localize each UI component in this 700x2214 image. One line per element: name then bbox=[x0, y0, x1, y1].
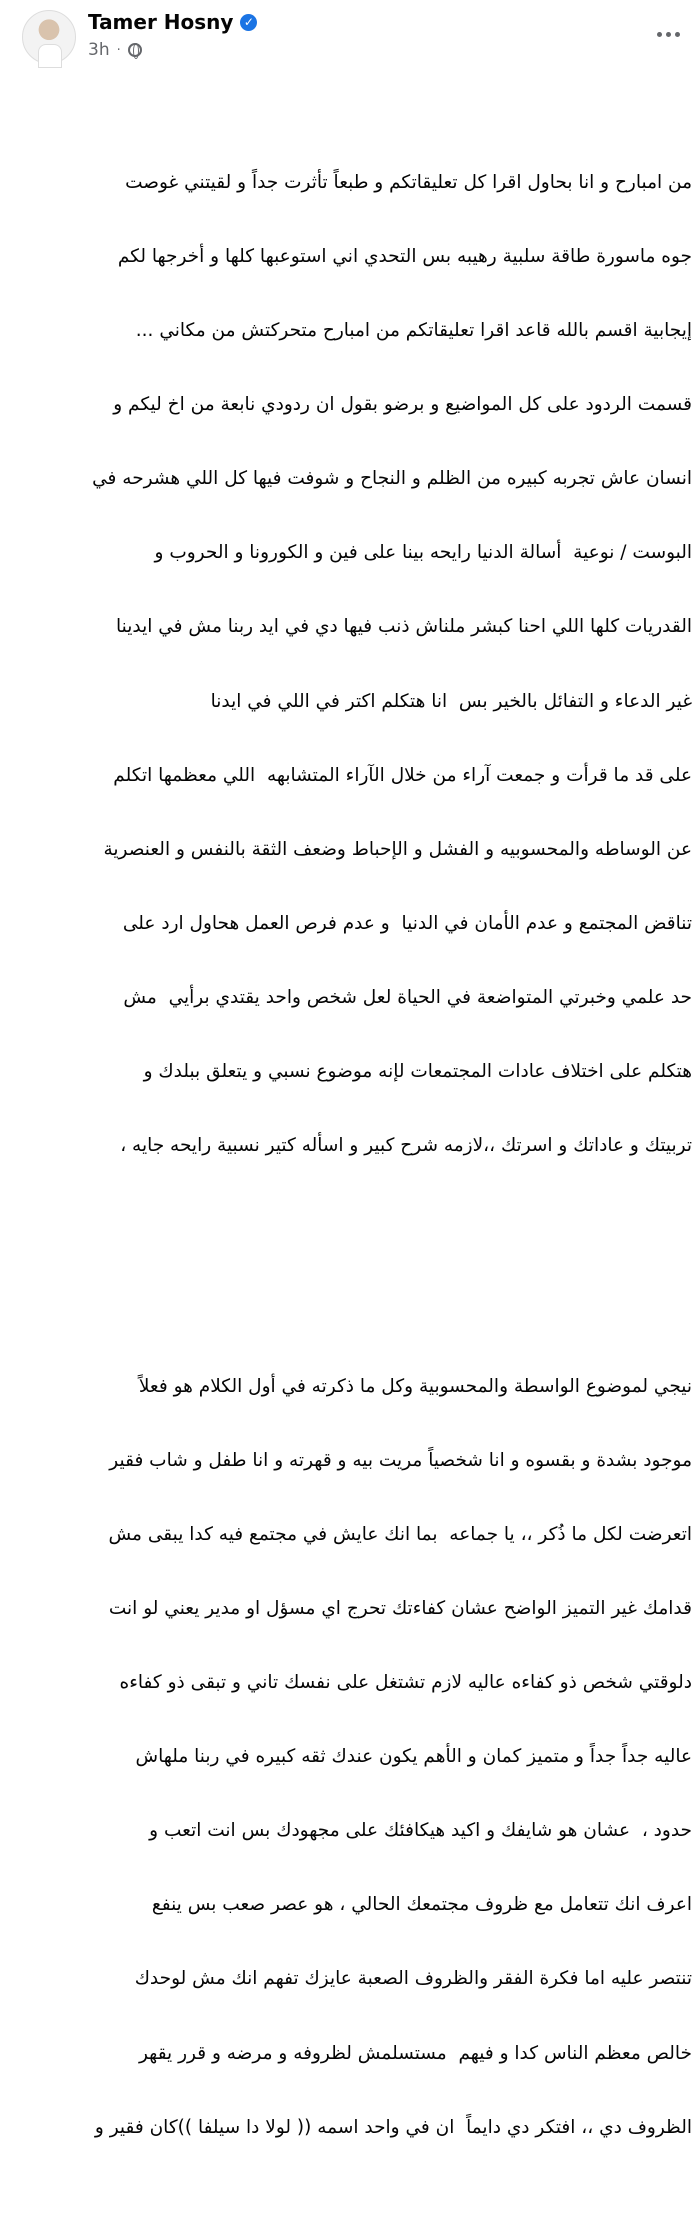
post-line: من امبارح و انا بحاول اقرا كل تعليقاتكم و طبعاً تأثرت جداً و لقيتني غوصت bbox=[125, 171, 692, 193]
post-header bbox=[0, 0, 700, 72]
post-line: القدريات كلها اللي احنا كبشر ملناش ذنب فيها دي في ايد ربنا مش في ايدينا bbox=[115, 616, 692, 638]
post-body bbox=[6, 72, 692, 2214]
author-avatar[interactable] bbox=[22, 10, 76, 64]
more-options-icon[interactable] bbox=[654, 20, 682, 48]
post-line: اتعرضت لكل ما ذُكر ،، يا جماعه بما انك عايش في مجتمع فيه كدا يبقى مش bbox=[108, 1523, 692, 1545]
post-line: تربيتك و عاداتك و اسرتك ،،لازمه شرح كبير و اسأله كتير نسبية رايحه جايه ، bbox=[120, 1135, 692, 1157]
post-line: على قد ما قرأت و جمعت آراء من خلال الآراء المتشابهه اللي معظمها اتكلم bbox=[113, 764, 692, 786]
meta-separator: · bbox=[116, 42, 121, 58]
paragraph-spacer bbox=[6, 1258, 692, 1276]
post-line: البوست / نوعية أسالة الدنيا رايحه بينا على فين و الكورونا و الحروب و bbox=[154, 542, 692, 564]
post-line: قدامك غير التميز الواضح عشان كفاءتك تحرج اي مسؤل او مدير يعني لو انت bbox=[108, 1597, 692, 1619]
post-line: غير الدعاء و التفائل بالخير بس انا هتكلم اكتر في اللي في ايدنا bbox=[210, 690, 692, 712]
post-line: إيجابية اقسم بالله قاعد اقرا تعليقاتكم من امبارح متحركتش من مكاني ... bbox=[135, 320, 692, 342]
post-line: خالص معظم الناس كدا و فيهم مستسلمش لظروفه و مرضه و قرر يقهر bbox=[138, 2042, 692, 2064]
post-line: حد علمي وخبرتي المتواضعة في الحياة لعل شخص واحد يقتدي برأيي مش bbox=[123, 987, 692, 1009]
post-line: نيجي لموضوع الواسطة والمحسوبية وكل ما ذكرته في أول الكلام هو فعلاً bbox=[138, 1375, 692, 1397]
verified-badge-icon: ✓ bbox=[240, 14, 257, 31]
post-line: عاليه جداً جداً و متميز كمان و الأهم يكون عندك ثقه كبيره في ربنا ملهاش bbox=[135, 1746, 692, 1768]
post-line: عن الوساطه والمحسوبيه و الفشل و الإحباط وضعف الثقة بالنفس و العنصرية bbox=[103, 838, 692, 860]
post-line: الظروف دي ،، افتكر دي دايماً ان في واحد اسمه (( لولا دا سيلفا ))كان فقير و bbox=[94, 2116, 692, 2138]
post-line: جوه ماسورة طاقة سلبية رهيبه بس التحدي اني استوعبها كلها و أخرجها لكم bbox=[117, 245, 692, 267]
post-line: حدود ، عشان هو شايفك و اكيد هيكافئك على مجهودك بس انت اتعب و bbox=[149, 1820, 692, 1842]
post-timestamp[interactable]: 3h bbox=[88, 40, 110, 60]
post-line: قسمت الردود على كل المواضيع و برضو بقول ان ردودي نابعة من اخ ليكم و bbox=[113, 394, 692, 416]
post-line: انسان عاش تجربه كبيره من الظلم و النجاح و شوفت فيها كل اللي هشرحه في bbox=[92, 468, 692, 490]
author-line bbox=[88, 10, 257, 34]
post-line: هتكلم على اختلاف عادات المجتمعات لإنه موضوع نسبي و يتعلق ببلدك و bbox=[143, 1061, 692, 1083]
author-name[interactable]: Tamer Hosny bbox=[88, 10, 234, 34]
post-line: تناقض المجتمع و عدم الأمان في الدنيا و عدم فرص العمل هحاول ارد على bbox=[122, 912, 692, 934]
post-line: تنتصر عليه اما فكرة الفقر والظروف الصعبة عايزك تفهم انك مش لوحدك bbox=[134, 1968, 692, 1990]
post-paragraph-1 bbox=[6, 121, 692, 1208]
post-line: دلوقتي شخص ذو كفاءه عاليه لازم تشتغل على نفسك تاني و تبقى ذو كفاءه bbox=[119, 1672, 692, 1693]
post-line: موجود بشدة و بقسوه و انا شخصياً مريت بيه و قهرته و انا طفل و شاب فقير bbox=[109, 1449, 692, 1471]
post-paragraph-2 bbox=[6, 1325, 692, 2190]
globe-icon[interactable] bbox=[128, 43, 142, 57]
post-meta bbox=[88, 39, 142, 61]
post-line: اعرف انك تتعامل مع ظروف مجتمعك الحالي ، هو عصر صعب بس ينفع bbox=[151, 1894, 692, 1916]
